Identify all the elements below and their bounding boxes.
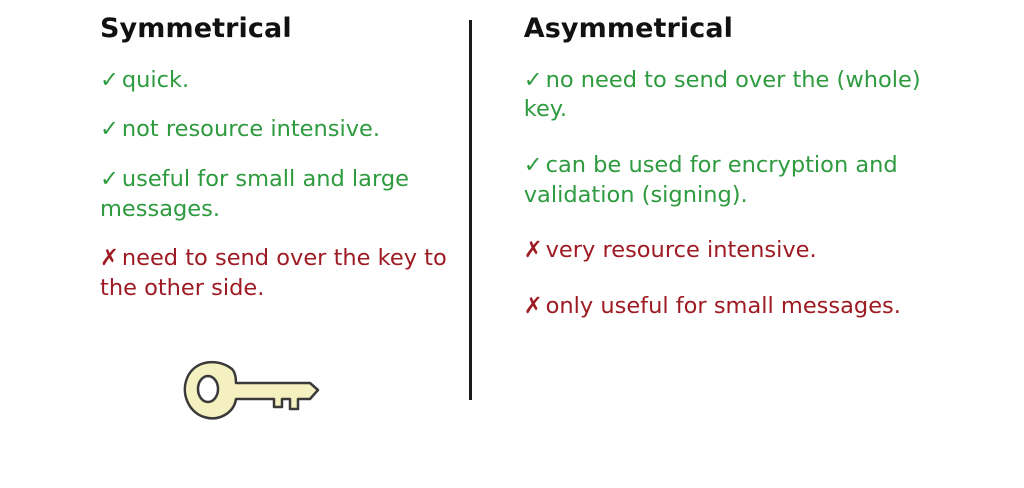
check-icon: ✓ bbox=[523, 66, 543, 93]
list-item-label: only useful for small messages. bbox=[545, 293, 901, 320]
check-icon: ✓ bbox=[100, 166, 119, 193]
list-item bbox=[100, 165, 449, 224]
list-item-label: no need to send over the (whole) key. bbox=[523, 66, 921, 123]
cross-icon: ✗ bbox=[100, 245, 119, 272]
column-title-symmetrical: Symmetrical bbox=[100, 13, 292, 44]
column-title-asymmetrical: Asymmetrical bbox=[523, 13, 734, 44]
list-item-label: useful for small and large messages. bbox=[100, 166, 409, 222]
list-item bbox=[524, 151, 944, 210]
column-asymmetrical bbox=[472, 14, 1024, 473]
list-item bbox=[524, 66, 944, 125]
list-item bbox=[524, 292, 944, 322]
column-symmetrical bbox=[0, 14, 469, 473]
list-item-label: very resource intensive. bbox=[545, 237, 817, 264]
list-item-label: quick. bbox=[121, 66, 190, 93]
list-item bbox=[100, 66, 449, 96]
check-icon: ✓ bbox=[100, 116, 119, 143]
list-item bbox=[100, 244, 449, 303]
list-item-label: need to send over the key to the other side. bbox=[100, 245, 447, 302]
cross-icon: ✗ bbox=[523, 293, 543, 320]
list-item bbox=[100, 115, 449, 145]
cross-icon: ✗ bbox=[523, 237, 543, 264]
single-key-icon bbox=[170, 352, 340, 436]
list-item-label: not resource intensive. bbox=[121, 116, 381, 143]
list-item-label: can be used for encryption and validation (signing). bbox=[523, 152, 898, 208]
check-icon: ✓ bbox=[100, 66, 119, 93]
list-item bbox=[524, 236, 944, 266]
check-icon: ✓ bbox=[523, 152, 543, 179]
